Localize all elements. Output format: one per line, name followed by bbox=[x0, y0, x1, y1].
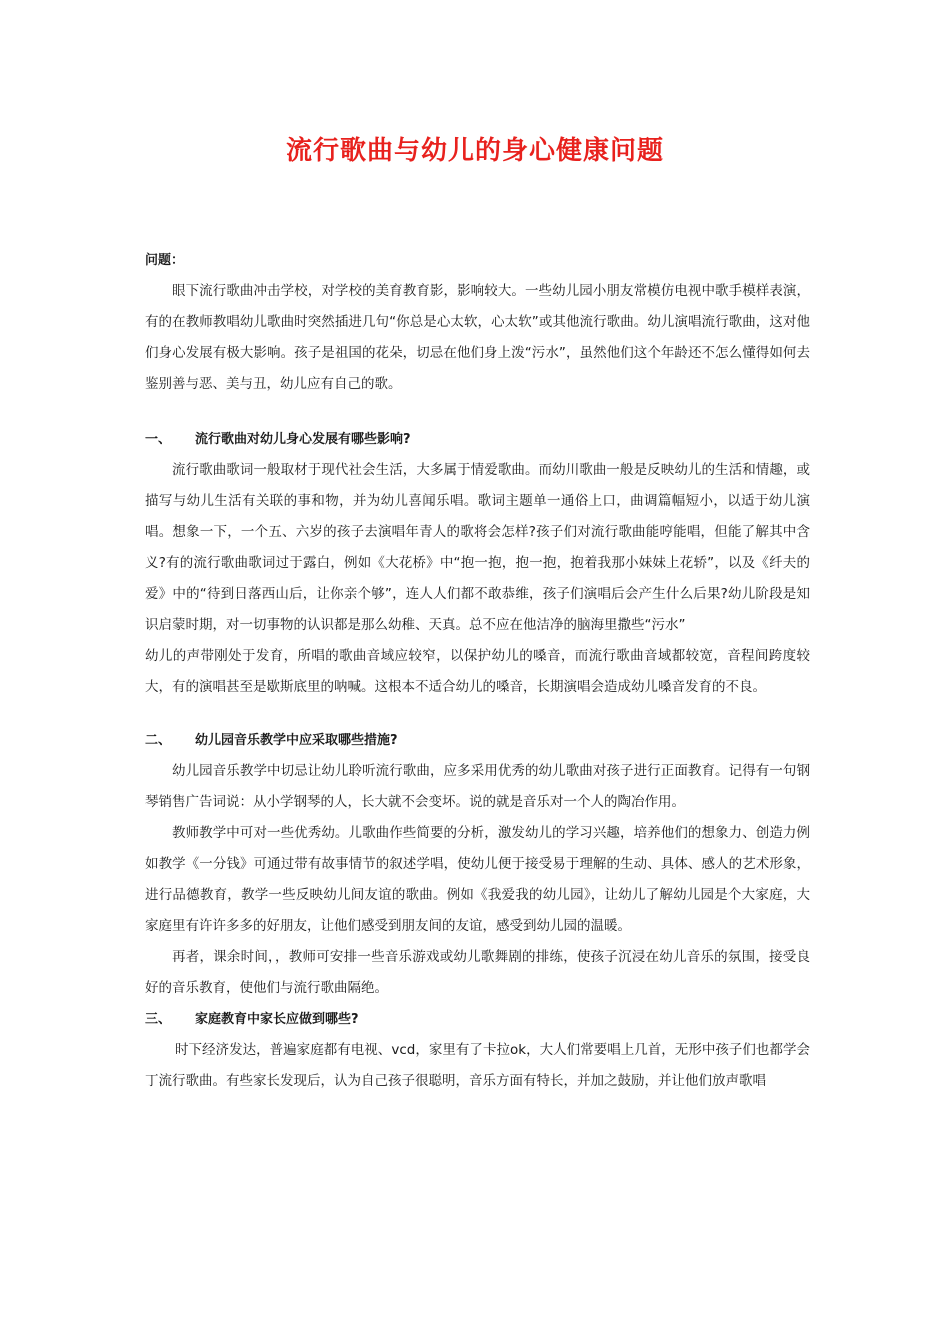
problem-paragraph: 眼下流行歌曲冲击学校，对学校的美育教育影，影响较大。一些幼儿园小朋友常模仿电视中歌手模样表演，有的在教师教唱幼儿歌曲时突然插进几句“你总是心太软，心太软”或其他流行歌曲。幼儿演唱流行歌曲，这对他们身心发展有极大影响。孩子是祖国的花朵，切忌在他们身上泼“污水”，虽然他们这个年龄还不怎么懂得如何去鉴别善与恶、美与丑，幼儿应有自己的歌。 bbox=[145, 283, 810, 392]
section-3-paragraph-1: 时下经济发达，普遍家庭都有电视、vcd，家里有了卡拉ok，大人们常要唱上几首，无形中孩子们也都学会丁流行歌曲。有些家长发现后，认为自己孩子很聪明，音乐方面有特长，并加之鼓励，并让他们放声歌唱 bbox=[145, 1042, 810, 1089]
section-title-3: 家庭教育中家长应做到哪些? bbox=[195, 1012, 359, 1027]
problem-label: 问题： bbox=[145, 253, 185, 268]
section-heading-2 bbox=[145, 725, 810, 756]
section-number-1: 一、 bbox=[145, 432, 172, 447]
section-number-3: 三、 bbox=[145, 1012, 172, 1027]
section-1-paragraph-1: 流行歌曲歌词一般取材于现代社会生活，大多属于情爱歌曲。而幼川歌曲一般是反映幼儿的生活和情趣，或描写与幼儿生活有关联的事和物，并为幼儿喜闻乐唱。歌词主题单一通俗上口，曲调篇幅短小，以适于幼儿演唱。想象一下，一个五、六岁的孩子去演唱年青人的歌将会怎样?孩子们对流行歌曲能哼能唱，但能了解其中含义?有的流行歌曲歌词过于露白，例如《大花桥》中“抱一抱，抱一抱，抱着我那小妹妹上花轿”，以及《纤夫的爱》中的“待到日落西山后，让你亲个够”，连人人们都不敢恭维，孩子们演唱后会产生什么后果?幼儿阶段是知识启蒙时期，对一切事物的认识都是那么幼稚、天真。总不应在他洁净的脑海里撒些“污水” bbox=[145, 462, 810, 633]
section-title-2: 幼儿园音乐教学中应采取哪些措施? bbox=[195, 733, 398, 748]
section-heading-1 bbox=[145, 424, 810, 455]
section-2-paragraph-3: 再者，课余时间，，教师可安排一些音乐游戏或幼儿歌舞剧的排练，使孩子沉浸在幼儿音乐的氛围，接受良好的音乐教育，使他们与流行歌曲隔绝。 bbox=[145, 949, 810, 996]
document-title: 流行歌曲与幼儿的身心健康问题 bbox=[285, 136, 664, 166]
section-1-paragraph-2: 幼儿的声带刚处于发育，所唱的歌曲音域应较窄，以保护幼儿的嗓音，而流行歌曲音域都较宽，音程间跨度较大，有的演唱甚至是歇斯底里的呐喊。这根本不适合幼儿的嗓音，长期演唱会造成幼儿嗓音发育的不良。 bbox=[145, 648, 810, 695]
section-heading-3 bbox=[145, 1004, 810, 1035]
section-number-2: 二、 bbox=[145, 733, 172, 748]
document-body bbox=[145, 245, 810, 1097]
section-2-paragraph-1: 幼儿园音乐教学中切忌让幼儿聆听流行歌曲，应多采用优秀的幼儿歌曲对孩子进行正面教育。记得有一句钢琴销售广告词说：从小学钢琴的人，长大就不会变坏。说的就是音乐对一个人的陶冶作用。 bbox=[145, 763, 810, 810]
section-2-paragraph-2: 教师教学中可对一些优秀幼。儿歌曲作些简要的分析，激发幼儿的学习兴趣，培养他们的想象力、创造力例如教学《一分钱》可通过带有故事情节的叙述学唱，使幼儿便于接受易于理解的生动、具体、感人的艺术形象，进行品德教育，教学一些反映幼儿间友谊的歌曲。例如《我爱我的幼儿园》，让幼儿了解幼儿园是个大家庭，大家庭里有许许多多的好朋友，让他们感受到朋友间的友谊，感受到幼儿园的温暖。 bbox=[145, 825, 810, 934]
section-title-1: 流行歌曲对幼儿身心发展有哪些影响? bbox=[195, 432, 411, 447]
